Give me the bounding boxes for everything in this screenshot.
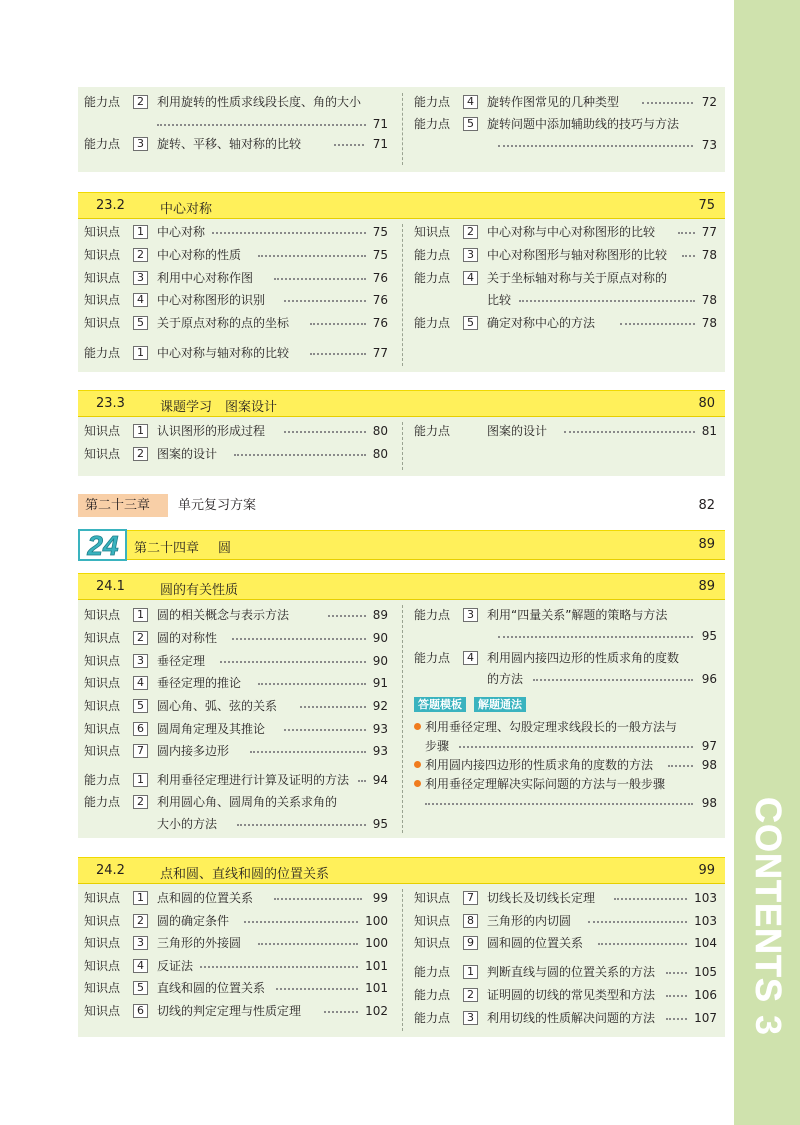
entry-number-box: 1 (133, 773, 148, 787)
entry-type-label: 知识点 (414, 891, 451, 905)
entry-title: 比较 (487, 293, 512, 307)
toc-entry[interactable] (84, 1002, 388, 1020)
entry-type-label: 知识点 (84, 981, 121, 995)
toc-entry[interactable] (84, 674, 388, 692)
entry-page-number: 76 (372, 316, 388, 330)
section-header[interactable]: 23.3 课题学习 图案设计 80 (78, 390, 725, 417)
entry-type-label: 知识点 (84, 936, 121, 950)
toc-entry-cont[interactable] (498, 627, 717, 645)
entry-type-label: 知识点 (414, 936, 451, 950)
entry-page-number: 73 (701, 138, 717, 152)
entry-number-box: 2 (133, 631, 148, 645)
entry-number-box: 7 (463, 891, 478, 905)
chapter-page: 89 (698, 537, 715, 552)
toc-entry-cont[interactable] (498, 136, 717, 154)
chapter-number-badge (78, 528, 128, 562)
section-24-2 (78, 857, 725, 1037)
dot-leader (459, 746, 693, 748)
toc-entry[interactable] (414, 269, 717, 287)
dot-leader (334, 144, 364, 146)
chapter-label: 第二十三章 (78, 494, 168, 517)
entry-type-label: 能力点 (414, 271, 451, 285)
entry-title: 圆心角、弧、弦的关系 (157, 699, 278, 713)
entry-type-label: 知识点 (84, 225, 121, 239)
entry-title: 步骤 (425, 739, 450, 753)
entry-title: 判断直线与圆的位置关系的方法 (487, 965, 656, 979)
entry-page-number: 78 (701, 316, 717, 330)
entry-type-label: 知识点 (84, 424, 121, 438)
toc-entry[interactable] (84, 720, 388, 738)
entry-type-label: 知识点 (84, 631, 121, 645)
entry-type-label: 知识点 (84, 722, 121, 736)
entry-page-number: 71 (372, 137, 388, 151)
entry-title: 利用圆内接四边形的性质求角的度数的方法 (425, 758, 654, 772)
entry-title: 三角形的外接圆 (157, 936, 242, 950)
entry-number-box: 3 (133, 936, 148, 950)
entry-number-box: 3 (463, 608, 478, 622)
entry-type-label: 知识点 (84, 676, 121, 690)
contents-side-label (732, 795, 800, 1065)
toc-entry[interactable] (84, 269, 388, 287)
entry-type-label: 知识点 (84, 654, 121, 668)
bullet-dot-icon (414, 780, 421, 787)
entry-number-box: 5 (463, 316, 478, 330)
dot-leader (498, 145, 693, 147)
entry-type-label: 能力点 (414, 316, 451, 330)
toc-entry[interactable] (84, 889, 388, 907)
entry-type-label: 能力点 (414, 608, 451, 622)
entry-number-box: 8 (463, 914, 478, 928)
entry-page-number: 101 (365, 959, 388, 973)
entry-title: 圆和圆的位置关系 (487, 936, 584, 950)
entry-page-number: 77 (701, 225, 717, 239)
entry-page-number: 97 (701, 739, 717, 753)
dot-leader (358, 780, 366, 782)
entry-number-box: 6 (133, 722, 148, 736)
entry-page-number: 72 (701, 95, 717, 109)
column-divider (402, 93, 403, 165)
entry-title: 圆内接多边形 (157, 744, 230, 758)
dot-leader (328, 615, 366, 617)
entry-title: 中心对称图形与轴对称图形的比较 (487, 248, 668, 262)
toc-entry[interactable] (414, 649, 717, 667)
dot-leader (598, 943, 687, 945)
entry-page-number: 107 (694, 1011, 717, 1025)
dot-leader (157, 124, 366, 126)
entry-type-label: 能力点 (414, 95, 451, 109)
entry-title: 垂径定理的推论 (157, 676, 242, 690)
entry-number-box: 1 (133, 346, 148, 360)
toc-entry[interactable] (84, 135, 388, 153)
dot-leader (310, 353, 366, 355)
dot-leader (284, 729, 366, 731)
entry-number-box: 6 (133, 1004, 148, 1018)
toc-entry[interactable] (414, 986, 717, 1004)
dot-leader (682, 255, 695, 257)
entry-title: 中心对称的性质 (157, 248, 242, 262)
bullet-dot-icon (414, 761, 421, 768)
entry-type-label: 知识点 (84, 891, 121, 905)
entry-page-number: 103 (694, 891, 717, 905)
entry-type-label: 能力点 (414, 965, 451, 979)
entry-type-label: 知识点 (84, 699, 121, 713)
entry-title: 利用圆心角、圆周角的关系求角的 (157, 795, 338, 809)
toc-entry[interactable] (84, 291, 388, 309)
toc-entry[interactable] (84, 957, 388, 975)
entry-title: 中心对称图形的识别 (157, 293, 266, 307)
entry-page-number: 89 (372, 608, 388, 622)
entry-title: 反证法 (157, 959, 194, 973)
entry-page-number: 93 (372, 722, 388, 736)
contents-page-number: 3 (748, 1015, 789, 1036)
toc-entry[interactable] (414, 889, 717, 907)
entry-title: 利用垂径定理解决实际问题的方法与一般步骤 (425, 777, 666, 791)
toc-entry[interactable] (414, 93, 717, 111)
toc-entry[interactable] (414, 314, 717, 332)
dot-leader (310, 323, 366, 325)
toc-entry[interactable] (414, 912, 717, 930)
dot-leader (620, 323, 695, 325)
entry-page-number: 78 (701, 248, 717, 262)
dot-leader (274, 898, 362, 900)
section-header[interactable]: 24.1 圆的有关性质 89 (78, 573, 725, 600)
entry-page-number: 104 (694, 936, 717, 950)
dot-leader (276, 988, 358, 990)
entry-page-number: 103 (694, 914, 717, 928)
toc-entry-cont[interactable] (157, 115, 388, 133)
entry-type-label: 能力点 (414, 1011, 451, 1025)
toc-entry[interactable] (84, 246, 388, 264)
dot-leader (274, 278, 366, 280)
entry-title: 利用旋转的性质求线段长度、角的大小 (157, 95, 362, 109)
entry-type-label: 能力点 (84, 795, 121, 809)
bullet-entry-cont[interactable] (425, 737, 717, 755)
dot-leader (258, 683, 366, 685)
entry-title: 圆的对称性 (157, 631, 218, 645)
toc-entry[interactable] (84, 912, 388, 930)
dot-leader (642, 102, 693, 104)
section-header[interactable]: 23.2 中心对称 75 (78, 192, 725, 219)
column-divider (402, 605, 403, 833)
entry-type-label: 能力点 (414, 651, 451, 665)
column-divider (402, 224, 403, 366)
toc-entry[interactable] (414, 223, 717, 241)
entry-title: 三角形的内切圆 (487, 914, 572, 928)
entry-number-box: 2 (133, 248, 148, 262)
entry-number-box: 2 (463, 225, 478, 239)
entry-page-number: 80 (372, 447, 388, 461)
entry-number-box: 1 (133, 424, 148, 438)
entry-title: 旋转、平移、轴对称的比较 (157, 137, 302, 151)
entry-type-label: 知识点 (414, 914, 451, 928)
dot-leader (237, 824, 366, 826)
toc-entry[interactable] (414, 1009, 717, 1027)
dot-leader (212, 232, 366, 234)
entry-title: 圆周角定理及其推论 (157, 722, 266, 736)
entry-number-box: 2 (463, 988, 478, 1002)
entry-page-number: 77 (372, 346, 388, 360)
contents-label: CONTENTS (748, 797, 789, 1003)
entry-number-box: 1 (133, 891, 148, 905)
entry-title: 切线长及切线长定理 (487, 891, 596, 905)
entry-number-box: 5 (133, 316, 148, 330)
entry-title: 中心对称与轴对称的比较 (157, 346, 290, 360)
entry-page-number: 96 (701, 672, 717, 686)
toc-entry[interactable] (84, 771, 388, 789)
bullet-dot-icon (414, 723, 421, 730)
dot-leader (258, 943, 358, 945)
entry-page-number: 78 (701, 293, 717, 307)
entry-page-number: 106 (694, 988, 717, 1002)
entry-number-box: 4 (463, 651, 478, 665)
entry-number-box: 2 (133, 795, 148, 809)
entry-number-box: 3 (133, 137, 148, 151)
bullet-entry[interactable] (414, 775, 717, 793)
entry-type-label: 知识点 (414, 225, 451, 239)
toc-entry[interactable] (84, 652, 388, 670)
entry-page-number: 90 (372, 654, 388, 668)
section-23-2 (78, 192, 725, 372)
entry-page-number: 90 (372, 631, 388, 645)
toc-entry[interactable] (414, 115, 717, 133)
toc-entry-cont[interactable] (157, 815, 388, 833)
dot-leader (666, 995, 687, 997)
chapter-review-title: 单元复习方案 (178, 498, 257, 513)
dot-leader (668, 765, 693, 767)
entry-number-box: 3 (133, 654, 148, 668)
dot-leader (533, 679, 693, 681)
toc-entry[interactable] (84, 742, 388, 760)
dot-leader (614, 898, 687, 900)
entry-number-box: 2 (133, 95, 148, 109)
entry-type-label: 知识点 (84, 914, 121, 928)
entry-type-label: 能力点 (414, 988, 451, 1002)
entry-title: 的方法 (487, 672, 524, 686)
entry-type-label: 知识点 (84, 248, 121, 262)
bullet-entry[interactable] (414, 718, 717, 736)
entry-type-label: 能力点 (84, 95, 121, 109)
entry-type-label: 能力点 (84, 773, 121, 787)
entry-page-number: 98 (701, 796, 717, 810)
chapter-number: 24 (87, 530, 119, 561)
entry-title: 圆的确定条件 (157, 914, 230, 928)
entry-title: 大小的方法 (157, 817, 218, 831)
entry-page-number: 98 (701, 758, 717, 772)
toc-entry[interactable] (84, 344, 388, 362)
entry-page-number: 105 (694, 965, 717, 979)
general-method-tag: 解题通法 (474, 697, 526, 712)
dot-leader (678, 232, 695, 234)
entry-title: 利用中心对称作图 (157, 271, 254, 285)
entry-title: 切线的判定定理与性质定理 (157, 1004, 302, 1018)
entry-number-box: 3 (463, 1011, 478, 1025)
toc-entry[interactable] (84, 422, 388, 440)
entry-number-box: 4 (133, 293, 148, 307)
column-divider (402, 889, 403, 1031)
entry-title: 利用切线的性质解决问题的方法 (487, 1011, 656, 1025)
entry-type-label: 知识点 (84, 293, 121, 307)
section-header[interactable]: 24.2 点和圆、直线和圆的位置关系 99 (78, 857, 725, 884)
chapter-review-page: 82 (698, 498, 715, 513)
dot-leader (564, 431, 695, 433)
entry-title: 利用圆内接四边形的性质求角的度数 (487, 651, 680, 665)
entry-title: 关于坐标轴对称与关于原点对称的 (487, 271, 668, 285)
toc-entry[interactable] (414, 934, 717, 952)
toc-entry[interactable] (414, 606, 717, 624)
entry-page-number: 101 (365, 981, 388, 995)
entry-title: 点和圆的位置关系 (157, 891, 254, 905)
chapter-label: 第二十四章 (134, 541, 200, 556)
entry-type-label: 能力点 (84, 137, 121, 151)
toc-entry[interactable] (84, 934, 388, 952)
entry-page-number: 100 (365, 936, 388, 950)
entry-type-label: 知识点 (84, 959, 121, 973)
toc-entry[interactable] (84, 606, 388, 624)
dot-leader (666, 1018, 687, 1020)
entry-page-number: 76 (372, 271, 388, 285)
entry-title: 证明圆的切线的常见类型和方法 (487, 988, 656, 1002)
toc-entry[interactable] (414, 963, 717, 981)
section-23-1-tail (78, 87, 725, 172)
toc-entry[interactable] (84, 445, 388, 463)
bullet-entry[interactable] (414, 756, 717, 774)
entry-number-box: 2 (133, 447, 148, 461)
entry-type-label: 知识点 (84, 447, 121, 461)
entry-number-box: 3 (133, 271, 148, 285)
entry-page-number: 75 (372, 248, 388, 262)
entry-title: 旋转作图常见的几种类型 (487, 95, 620, 109)
toc-entry[interactable] (84, 314, 388, 332)
chapter-24-header[interactable] (78, 530, 725, 560)
dot-leader (666, 972, 687, 974)
entry-title: 圆的相关概念与表示方法 (157, 608, 290, 622)
dot-leader (588, 921, 687, 923)
toc-entry[interactable] (84, 629, 388, 647)
entry-number-box: 4 (133, 959, 148, 973)
section-23-3 (78, 390, 725, 476)
entry-page-number: 81 (701, 424, 717, 438)
dot-leader (200, 966, 358, 968)
entry-page-number: 80 (372, 424, 388, 438)
entry-number-box: 4 (463, 95, 478, 109)
entry-type-label: 知识点 (84, 744, 121, 758)
entry-title: 利用垂径定理、勾股定理求线段长的一般方法与 (425, 720, 678, 734)
dot-leader (498, 636, 693, 638)
entry-title: 直线和圆的位置关系 (157, 981, 266, 995)
entry-page-number: 102 (365, 1004, 388, 1018)
entry-type-label: 知识点 (84, 316, 121, 330)
dot-leader (284, 431, 366, 433)
entry-type-label: 能力点 (84, 346, 121, 360)
entry-page-number: 94 (372, 773, 388, 787)
entry-page-number: 100 (365, 914, 388, 928)
toc-entry-cont[interactable] (487, 670, 717, 688)
entry-number-box: 1 (463, 965, 478, 979)
entry-title: 垂径定理 (157, 654, 206, 668)
toc-entry[interactable] (84, 979, 388, 997)
entry-number-box: 7 (133, 744, 148, 758)
chapter-title: 圆 (218, 541, 232, 556)
dot-leader (234, 454, 366, 456)
entry-type-label: 能力点 (414, 424, 451, 438)
entry-title: 关于原点对称的点的坐标 (157, 316, 290, 330)
dot-leader (519, 300, 695, 302)
entry-number-box: 2 (133, 914, 148, 928)
answer-template-tag: 答题模板 (414, 697, 466, 712)
entry-type-label: 能力点 (414, 117, 451, 131)
entry-number-box: 3 (463, 248, 478, 262)
dot-leader (324, 1011, 358, 1013)
entry-title: 中心对称 (157, 225, 206, 239)
dot-leader (232, 638, 366, 640)
entry-title: 利用“四量关系”解题的策略与方法 (487, 608, 668, 622)
entry-page-number: 95 (372, 817, 388, 831)
entry-type-label: 知识点 (84, 271, 121, 285)
chapter-23-review[interactable] (78, 494, 725, 517)
toc-entry-cont[interactable] (487, 291, 717, 309)
toc-entry[interactable] (84, 223, 388, 241)
dot-leader (425, 803, 693, 805)
entry-type-label: 知识点 (84, 608, 121, 622)
entry-title: 利用垂径定理进行计算及证明的方法 (157, 773, 350, 787)
toc-entry[interactable] (84, 793, 388, 811)
dot-leader (220, 661, 366, 663)
entry-number-box: 4 (463, 271, 478, 285)
dot-leader (284, 300, 366, 302)
entry-page-number: 95 (701, 629, 717, 643)
toc-entry[interactable] (414, 246, 717, 264)
entry-title: 认识图形的形成过程 (157, 424, 266, 438)
entry-type-label: 知识点 (84, 1004, 121, 1018)
entry-page-number: 91 (372, 676, 388, 690)
toc-entry[interactable] (84, 93, 388, 111)
dot-leader (258, 255, 366, 257)
entry-page-number: 76 (372, 293, 388, 307)
entry-title: 确定对称中心的方法 (487, 316, 596, 330)
entry-page-number: 75 (372, 225, 388, 239)
column-divider (402, 422, 403, 470)
entry-type-label: 能力点 (414, 248, 451, 262)
dot-leader (244, 921, 358, 923)
entry-number-box: 5 (463, 117, 478, 131)
entry-title: 旋转问题中添加辅助线的技巧与方法 (487, 117, 680, 131)
entry-page-number: 93 (372, 744, 388, 758)
entry-number-box: 1 (133, 608, 148, 622)
dot-leader (250, 751, 366, 753)
entry-page-number: 92 (372, 699, 388, 713)
section-24-1 (78, 573, 725, 838)
entry-number-box: 9 (463, 936, 478, 950)
entry-number-box: 1 (133, 225, 148, 239)
entry-number-box: 4 (133, 676, 148, 690)
entry-number-box: 5 (133, 699, 148, 713)
entry-page-number: 99 (372, 891, 388, 905)
bullet-entry-cont[interactable] (425, 794, 717, 812)
entry-number-box: 5 (133, 981, 148, 995)
entry-title: 图案的设计 (487, 424, 548, 438)
entry-page-number: 71 (372, 117, 388, 131)
toc-entry[interactable] (84, 697, 388, 715)
dot-leader (300, 706, 366, 708)
toc-entry[interactable] (414, 422, 717, 440)
entry-title: 中心对称与中心对称图形的比较 (487, 225, 656, 239)
entry-title: 图案的设计 (157, 447, 218, 461)
